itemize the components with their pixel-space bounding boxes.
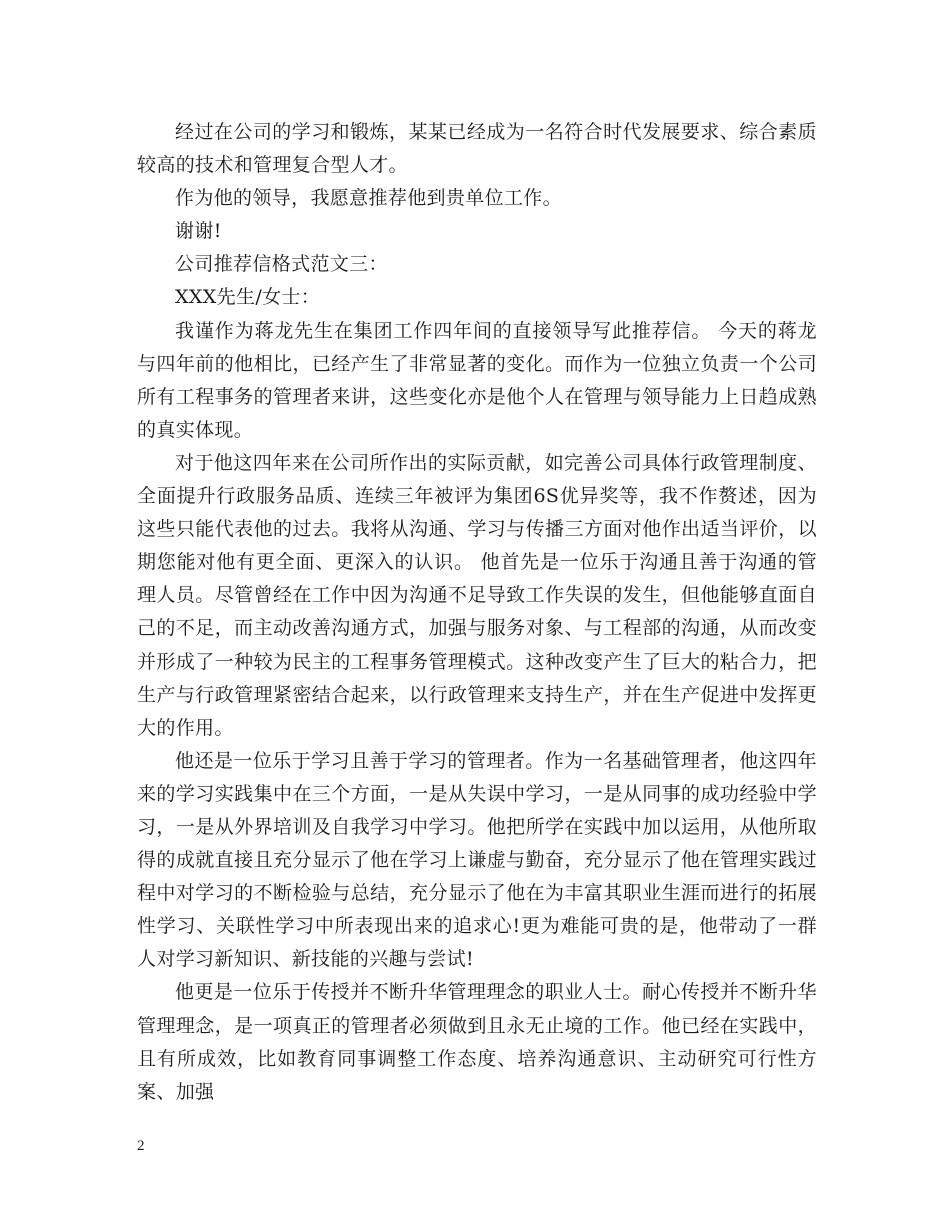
paragraph-talent: 经过在公司的学习和锻炼，某某已经成为一名符合时代发展要求、综合素质较高的技术和管理复合型人才。	[137, 121, 817, 177]
paragraph-recommend: 作为他的领导，我愿意推荐他到贵单位工作。	[175, 187, 563, 210]
paragraph-teaching: 他更是一位乐于传授并不断升华管理理念的职业人士。耐心传授并不断升华管理理念，是一项真正的管理者必须做到且永无止境的工作。他已经在实践中，且有所成效，比如教育同事调整工作态度、培养沟通意识、主动研究可行性方案、加强	[137, 981, 817, 1103]
paragraph-communication: 对于他这四年来在公司所作出的实际贡献，如完善公司具体行政管理制度、全面提升行政服务品质、连续三年被评为集团6S优异奖等，我不作赘述，因为这些只能代表他的过去。我将从沟通、学习与传播三方面对他作出适当评价，以期您能对他有更全面、更深入的认识。 他首先是一位乐于沟通且善于沟通的管理人员。尽管曾经在工作中因为沟通不足导致工作失误的发生，但他能够直面自己的不足，而主动改善沟通方式，加强与服务对象、与工程部的沟通，从而改变并形成了一种较为民主的工程事务管理模式。这种改变产生了巨大的粘合力，把生产与行政管理紧密结合起来，以行政管理来支持生产，并在生产促进中发挥更大的作用。	[137, 451, 817, 739]
paragraph-intro: 我谨作为蒋龙先生在集团工作四年间的直接领导写此推荐信。 今天的蒋龙与四年前的他相比，已经产生了非常显著的变化。而作为一位独立负责一个公司所有工程事务的管理者来讲，这些变化亦是他个人在管理与领导能力上日趋成熟的真实体现。	[137, 319, 817, 441]
paragraph-learning: 他还是一位乐于学习且善于学习的管理者。作为一名基础管理者，他这四年来的学习实践集中在三个方面，一是从失误中学习，一是从同事的成功经验中学习，一是从外界培训及自我学习中学习。他把所学在实践中加以运用，从他所取得的成就直接且充分显示了他在学习上谦虚与勤奋，充分显示了他在管理实践过程中对学习的不断检验与总结，充分显示了他在为丰富其职业生涯而进行的拓展性学习、关联性学习中所表现出来的追求心!更为难能可贵的是，他带动了一群人对学习新知识、新技能的兴趣与尝试!	[137, 749, 817, 971]
paragraph-thanks: 谢谢!	[175, 220, 222, 243]
section-heading: 公司推荐信格式范文三：	[175, 253, 388, 276]
page-number: 2	[137, 1138, 145, 1154]
document-body	[137, 116, 817, 1109]
salutation: XXX先生/女士：	[175, 286, 321, 309]
